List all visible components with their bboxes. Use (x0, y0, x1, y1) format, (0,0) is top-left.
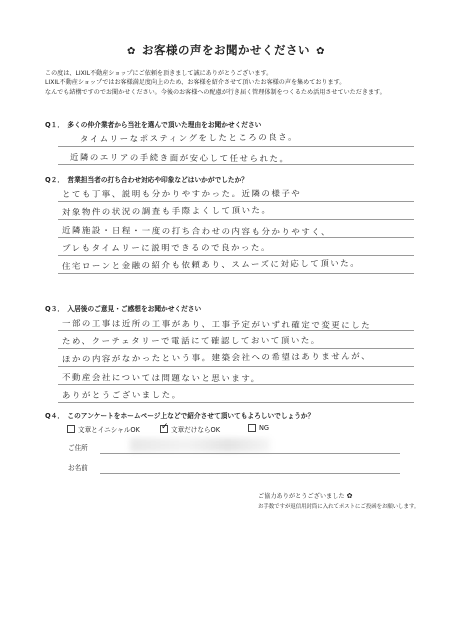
handwritten-answer: 一部の工事は近所の工事があり、工事予定がいずれ確定で変更にした (61, 318, 372, 331)
flower-icon: ✿ (346, 492, 353, 500)
answer-line (58, 366, 414, 367)
address-line (100, 453, 400, 454)
option-label: 文章とイニシャルOK (78, 426, 140, 434)
handwritten-answer: ありがとうございました。 (61, 389, 182, 400)
answer-line (58, 219, 414, 220)
answer-line (58, 402, 414, 403)
option-ng[interactable] (248, 424, 269, 432)
intro-line: なんでも結構ですのでお聞かせください。今後のお客様への配慮が行き届く管理体制をつくるため活用させていただきます。 (45, 88, 386, 96)
checkbox[interactable] (160, 422, 169, 433)
flower-icon: ✿ (127, 46, 136, 57)
handwritten-answer: プレもタイムリーに説明できるので良かった。 (61, 242, 272, 253)
title-text: お客様の声をお聞かせください (142, 43, 310, 57)
option-text-only-ok[interactable] (160, 424, 220, 434)
answer-line (58, 255, 414, 256)
answer-line (58, 146, 414, 147)
option-label: 文章だけならOK (171, 426, 221, 434)
handwritten-answer: 対象物件の状況の調査も手際よくして頂いた。 (61, 204, 272, 217)
answer-line (58, 273, 414, 274)
handwritten-answer: 近隣施設・日程・一度の打ち合わせの内容も分かりやすく、 (61, 225, 332, 237)
question-3: Q３． 入居後のご意見・ご感想をお聞かせください (45, 305, 202, 313)
handwritten-answer: 住宅ローンと金融の紹介も依頼あり、スムーズに対応して頂いた。 (61, 257, 361, 271)
checkbox[interactable] (248, 424, 256, 432)
handwritten-answer: ため、クーテェタリーで電話にて確認しておいて頂いた。 (61, 335, 321, 346)
address-label: ご住所 (68, 444, 88, 452)
checkbox[interactable] (67, 425, 75, 433)
question-2: Q２． 営業担当者の打ち合わせ対応や印象などはいかがでしたか？ (45, 176, 248, 184)
option-initial-ok[interactable] (67, 424, 140, 434)
handwritten-answer: タイムリーなポスティングをしたところの良さ。 (79, 131, 298, 144)
handwritten-answer: 不動産会社については問題ないと思います。 (61, 372, 261, 384)
intro-line: LIXIL不動産ショップではお客様満足度向上のため、お客様を紹介させて頂いたお客様の声を集めております。 (45, 79, 346, 87)
check-mark-icon: ✓ (161, 422, 169, 432)
handwritten-answer: ほかの内容がなかったという事。建築会社への希望はありませんが、 (61, 350, 372, 364)
option-label: NG (259, 424, 270, 432)
name-label: お名前 (68, 464, 88, 472)
answer-line (58, 348, 414, 349)
flower-icon: ✿ (316, 46, 325, 57)
thanks-text (258, 491, 352, 500)
thanks-label: ご協力ありがとうございました (258, 493, 345, 500)
handwritten-answer: 近隣のエリアの手続き面が安心して任せられた。 (69, 152, 290, 164)
intro-text (45, 69, 425, 97)
question-4: Q４． このアンケートをホームページ上などで紹介させて頂いてもよろしいでしょうか？ (45, 412, 315, 420)
question-1: Q１． 多くの仲介業者から当社を選んで頂いた理由をお聞かせください (45, 121, 262, 129)
handwritten-answer: とても丁寧、説明も分かりやすかった。近隣の様子や (61, 188, 302, 199)
name-line (100, 473, 400, 474)
intro-line: この度は、LIXIL不動産ショップにご依頼を頂きまして誠にありがとうございます。 (45, 70, 273, 77)
page-title (0, 42, 452, 58)
redacted-address (130, 438, 270, 452)
return-note: お手数ですが返信用封筒に入れてポストにご投函をお願いします。 (258, 504, 420, 510)
answer-line (58, 201, 414, 202)
